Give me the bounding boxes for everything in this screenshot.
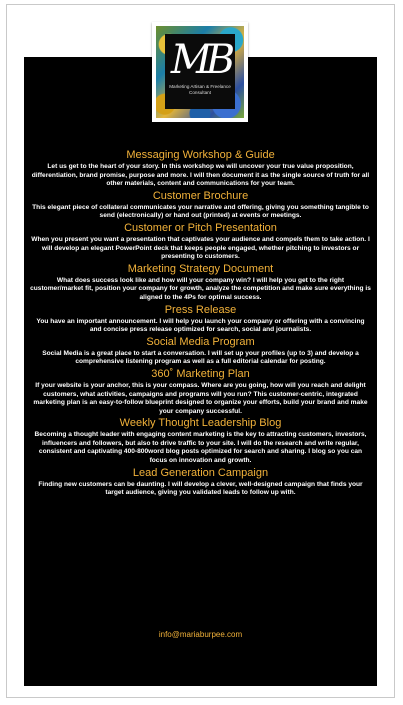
service-heading: Customer Brochure bbox=[152, 189, 249, 202]
service-thought-leadership-blog bbox=[30, 416, 371, 465]
service-heading: Weekly Thought Leadership Blog bbox=[119, 417, 282, 430]
service-heading: Customer or Pitch Presentation bbox=[124, 221, 277, 234]
service-heading: Social Media Program bbox=[146, 335, 255, 348]
services-list bbox=[30, 148, 371, 498]
service-heading: Marketing Strategy Document bbox=[127, 262, 274, 275]
service-heading: Lead Generation Campaign bbox=[132, 466, 269, 479]
service-description: Becoming a thought leader with engaging content marketing is the key to attracting customers, investors, influencers and followers, but also to drive traffic to your site. I will do the research and write regular, consistent and captivating 400-800word blog posts optimized for search and sharing. I blog so you can focus on innovation and growth. bbox=[34, 431, 367, 465]
service-heading: Press Release bbox=[164, 303, 237, 316]
logo-artwork bbox=[156, 26, 244, 118]
service-description: What does success look like and how will your company win? I will help you get to the right customer/market fit, position your company for growth, analyze the competition and make sure everything is aligned to the 4Ps for optimal success. bbox=[30, 276, 371, 301]
service-customer-brochure bbox=[30, 189, 371, 221]
service-press-release bbox=[30, 303, 371, 335]
service-pitch-presentation bbox=[30, 221, 371, 262]
service-social-media bbox=[30, 335, 371, 367]
service-description: Social Media is a great place to start a conversation. I will set up your profiles (up to 3) and develop a comprehensive listening program as well as a full editorial calendar for posting. bbox=[42, 349, 359, 366]
service-heading: Messaging Workshop & Guide bbox=[126, 149, 275, 161]
service-description: Let us get to the heart of your story. In this workshop we will uncover your true value proposition, differentiation, brand promise, purpose and more. I will then document it as the single source of truth for all other materials, content and communications for your team. bbox=[31, 163, 370, 188]
service-marketing-strategy bbox=[30, 262, 371, 303]
logo-subtitle: Marketing Artisan & Freelance Consultant bbox=[169, 84, 231, 95]
service-heading: 360˚ Marketing Plan bbox=[151, 367, 250, 380]
service-messaging-workshop bbox=[30, 148, 371, 189]
logo-mark: MB bbox=[170, 37, 230, 83]
service-description: This elegant piece of collateral communicates your narrative and offering, giving you something tangible to send (electronically) or hand out (printed) at events or meetings. bbox=[32, 203, 369, 220]
service-description: When you present you want a presentation that captivates your audience and compels them to take action. I will develop an elegant PowerPoint deck that keeps people engaged, whether pitching to investors or presenting to customers. bbox=[31, 235, 370, 261]
contact-email-link[interactable]: info@mariaburpee.com bbox=[158, 630, 243, 639]
service-description: You have an important announcement. I will help you launch your company or offering with a convincing and concise press release optimized for search, social and journalists. bbox=[36, 317, 365, 334]
service-description: If your website is your anchor, this is your compass. Where are you going, how will you reach and delight customers, what activities, campaigns and programs will you run? This customer-centric, integrated marketing plan is an easy-to-follow blueprint designed to organize your efforts, build your brand and make your company successful. bbox=[33, 381, 368, 415]
logo-inner bbox=[165, 34, 235, 109]
logo bbox=[152, 22, 248, 122]
service-lead-generation bbox=[30, 466, 371, 498]
service-marketing-plan bbox=[30, 367, 371, 416]
service-description: Finding new customers can be daunting. I will develop a clever, well-designed campaign that finds your target audience, giving you validated leads to follow up with. bbox=[38, 480, 363, 497]
